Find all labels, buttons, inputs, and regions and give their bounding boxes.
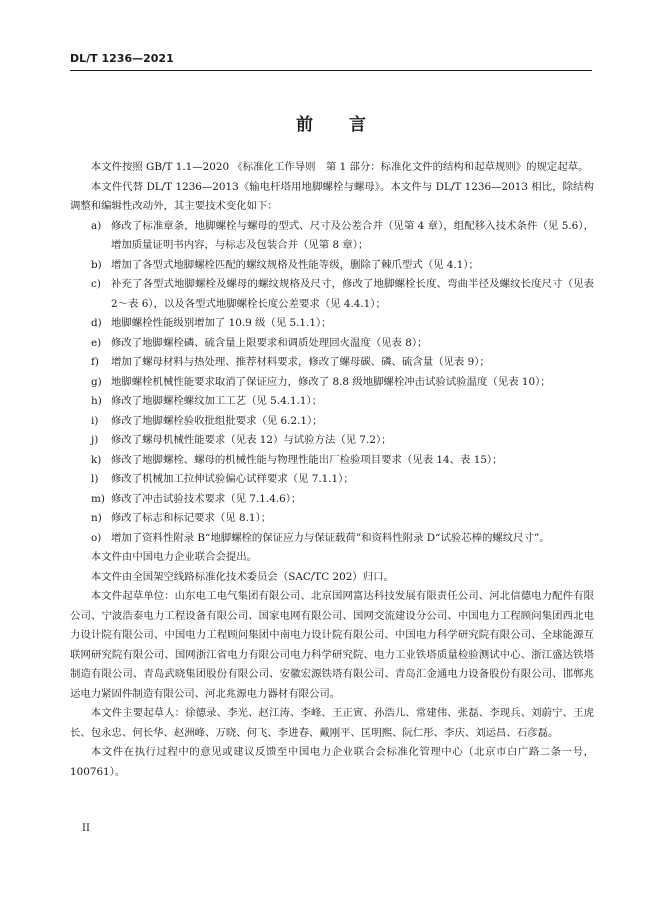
list-item	[70, 431, 594, 451]
list-item	[70, 334, 594, 354]
document-code: DL/T 1236—2021	[70, 52, 174, 65]
list-item-label: g)	[91, 375, 102, 388]
list-item-text: 补充了各型式地脚螺栓及螺母的螺纹规格及尺寸，修改了地脚螺栓长度、弯曲半径及螺纹长度尺寸（见表 2～表 6），以及各型式地脚螺栓长度公差要求（见 4.4.1）；	[111, 278, 594, 310]
feedback-paragraph: 本文件在执行过程中的意见或建议反馈至中国电力企业联合会标准化管理中心（北京市白广路二条一号，100761）。	[70, 746, 594, 778]
list-item-text: 修改了螺母机械性能要求（见表 12）与试验方法（见 7.2）；	[111, 434, 392, 446]
list-item	[70, 314, 594, 334]
list-item-text: 地脚螺栓机械性能要求取消了保证应力，修改了 8.8 级地脚螺栓冲击试验试验温度（见表 10）；	[111, 375, 551, 388]
list-item-label: k)	[91, 453, 102, 466]
document-body	[70, 158, 594, 782]
list-item-text: 修改了机械加工拉伸试验偏心试样要求（见 7.1.1）；	[111, 473, 354, 485]
list-item-label: o)	[91, 531, 102, 544]
list-item-text: 修改了标志和标记要求（见 8.1）；	[111, 512, 272, 524]
list-item-label: j)	[91, 434, 99, 446]
list-item	[70, 509, 594, 529]
list-item-label: c)	[91, 278, 101, 290]
list-item-label: e)	[91, 336, 102, 349]
list-item-text: 修改了地脚螺栓磷、硫含量上限要求和调质处理回火温度（见表 8）；	[111, 336, 428, 349]
list-item	[70, 256, 594, 276]
list-item-label: d)	[91, 317, 102, 329]
list-item-label: i)	[91, 414, 99, 427]
proposer-paragraph: 本文件由中国电力企业联合会提出。	[90, 551, 258, 563]
header-rule	[70, 70, 592, 71]
list-item	[70, 529, 594, 549]
list-item	[70, 217, 594, 256]
list-item-text: 增加了资料性附录 B“地脚螺栓的保证应力与保证载荷”和资料性附录 D“试验芯棒的螺纹尺寸”。	[111, 531, 550, 544]
list-item-label: n)	[91, 512, 102, 524]
list-item	[70, 470, 594, 490]
list-item-text: 增加了各型式地脚螺栓匹配的螺纹规格及性能等级，删除了棘爪型式（见 4.1）；	[111, 258, 479, 271]
page-number: II	[82, 823, 90, 834]
changes-list	[70, 217, 594, 549]
list-item-label: f)	[91, 356, 99, 368]
list-item	[70, 451, 594, 471]
list-item	[70, 373, 594, 393]
page-title: 前言	[296, 115, 402, 135]
list-item	[70, 353, 594, 373]
intro-paragraph-drafting-rules: 本文件按照 GB/T 1.1—2020 《标准化工作导则 第 1 部分：标准化文件的结构和起草规则》的规定起草。	[90, 161, 589, 173]
list-item-text: 增加了螺母材料与热处理、推荐材料要求，修改了螺母碳、磷、硫含量（见表 9）；	[111, 356, 490, 368]
list-item-text: 修改了地脚螺栓、螺母的机械性能与物理性能出厂检验项目要求（见表 14、表 15）；	[111, 453, 503, 466]
list-item-label: h)	[91, 395, 102, 407]
drafters-paragraph: 本文件主要起草人：徐德录、李光、赵江涛、李峰、王正寅、孙浩儿、常建伟、张磊、李现兵、刘蔚宁、王虎长、包永忠、何长华、赵洲峰、万晓、何飞、李进春、戴刚平、匡明熙、阮仁彤、李庆、刘运昌、石彦磊。	[70, 707, 594, 739]
list-item	[70, 490, 594, 510]
list-item-label: l)	[91, 473, 99, 485]
drafting-units-paragraph: 本文件起草单位：山东电工电气集团有限公司、北京国网富达科技发展有限责任公司、河北信德电力配件有限公司、宁波浩泰电力工程设备有限公司、国家电网有限公司、国网交流建设分公司、中国电力工程顾问集团西北电力设计院有限公司、中国电力工程顾问集团中南电力设计院有限公司、中国电力科学研究院有限公司、全球能源互联网研究院有限公司、国网浙江省电力有限公司电力科学研究院、电力工业铁塔质量检验测试中心、浙江盛达铁塔制造有限公司、青岛武晓集团股份有限公司、安徽宏源铁塔有限公司、青岛汇金通电力设备股份有限公司、邯郸兆运电力紧固件制造有限公司、河北兆源电力器材有限公司。	[70, 590, 594, 700]
list-item-text: 修改了标准章条，地脚螺栓与螺母的型式、尺寸及公差合并（见第 4 章），组配移入技术条件（见 5.6），增加质量证明书内容，与标志及包装合并（见第 8 章）；	[111, 219, 594, 251]
list-item-text: 修改了地脚螺栓验收批组批要求（见 6.2.1）；	[111, 414, 323, 427]
list-item	[70, 275, 594, 314]
list-item	[70, 392, 594, 412]
committee-paragraph: 本文件由全国架空线路标准化技术委员会（SAC/TC 202）归口。	[90, 570, 394, 583]
list-item-label: m)	[91, 492, 105, 505]
list-item-text: 修改了冲击试验技术要求（见 7.1.4.6）；	[111, 492, 302, 505]
list-item	[70, 412, 594, 432]
list-item-label: b)	[91, 258, 102, 271]
list-item-label: a)	[91, 219, 102, 232]
list-item-text: 地脚螺栓性能级别增加了 10.9 级（见 5.1.1）；	[111, 317, 332, 329]
intro-paragraph-replacement: 本文件代替 DL/T 1236—2013《输电杆塔用地脚螺栓与螺母》。本文件与 DL/T 1236—2013 相比，除结构调整和编辑性改动外，其主要技术变化如下：	[70, 180, 594, 212]
list-item-text: 修改了地脚螺栓螺纹加工工艺（见 5.4.1.1）；	[111, 395, 323, 407]
